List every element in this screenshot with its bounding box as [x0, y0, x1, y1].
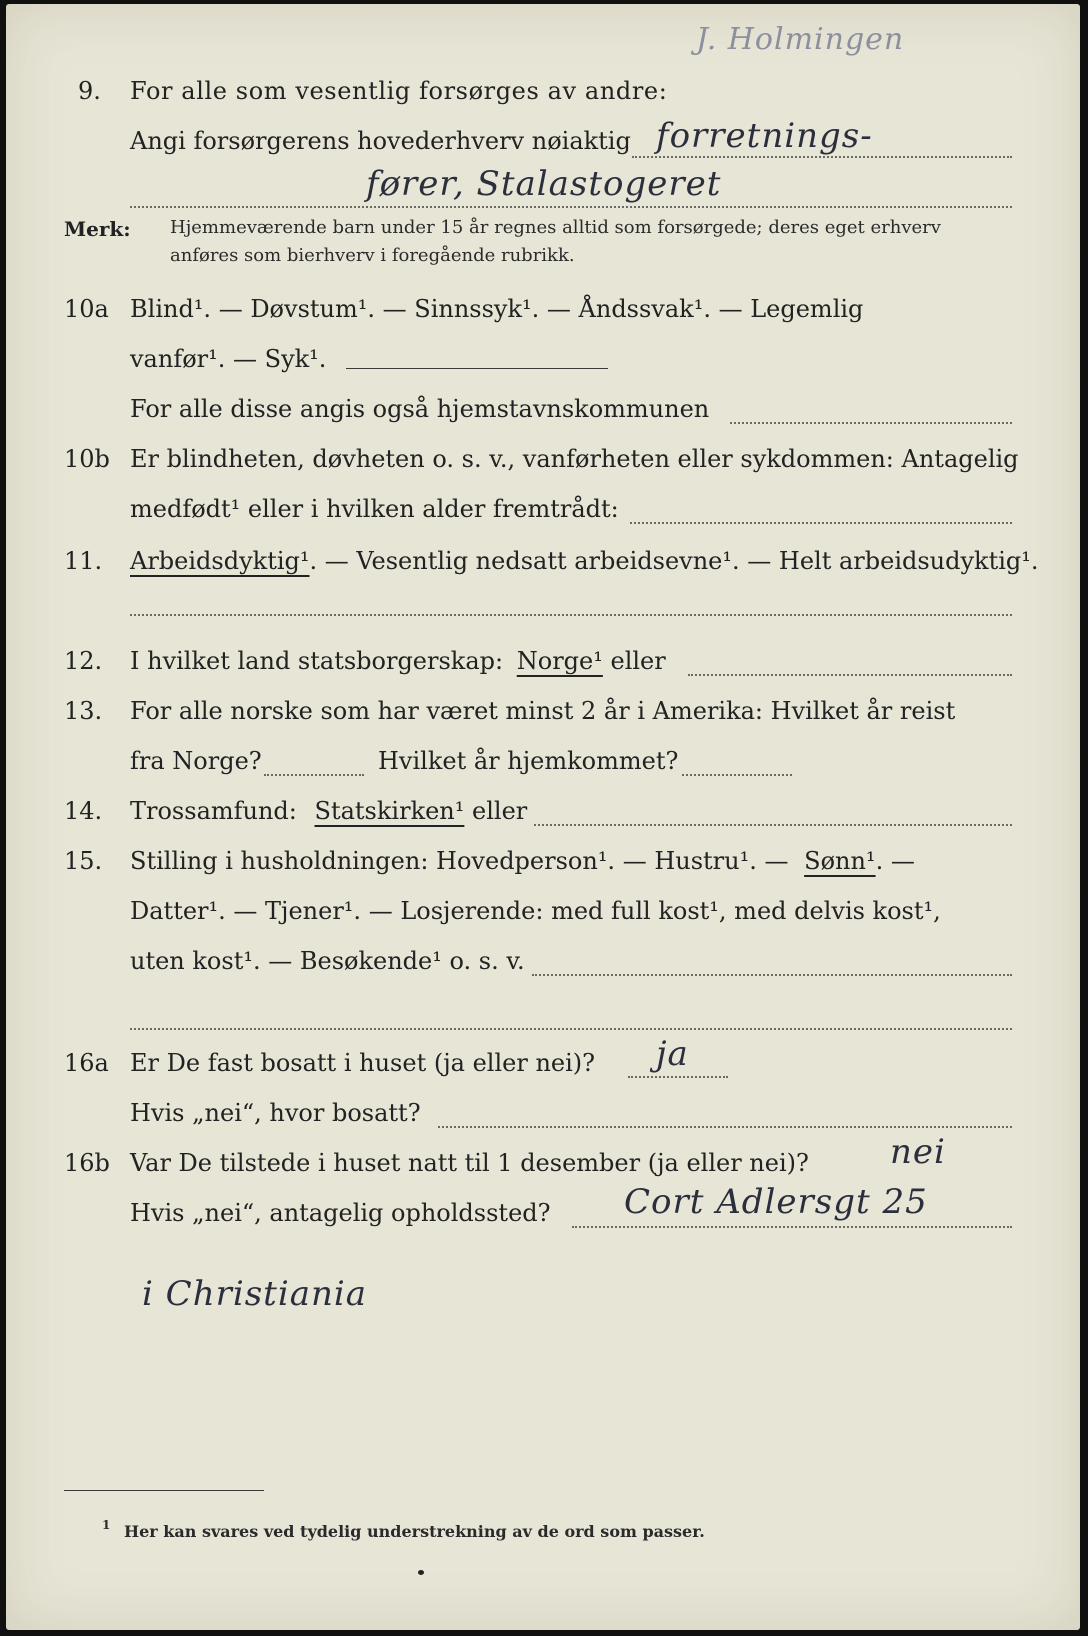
q14-statskirken-underlined: Statskirken¹ [314, 797, 465, 825]
q11-answer-line [130, 614, 1012, 616]
q11-arbeidsdyktig-underlined: Arbeidsdyktig¹ [130, 547, 310, 575]
q14-answer-line [534, 824, 1012, 826]
handwritten-answer-nei[interactable]: nei [890, 1132, 946, 1172]
q12-text [130, 646, 666, 676]
q16a-bosatt-line [438, 1126, 1012, 1128]
handwritten-answer-ja[interactable]: ja [656, 1034, 689, 1074]
paper-speck [418, 1570, 424, 1575]
q15-line2: Datter¹. — Tjener¹. — Losjerende: med full kost¹, med delvis kost¹, [130, 897, 941, 925]
q12-answer-line [688, 674, 1012, 676]
footnote-rule [64, 1490, 264, 1491]
footnote-mark: 1 [102, 1518, 111, 1532]
q14-pre: Trossamfund: [130, 797, 297, 825]
q15-line3: uten kost¹. — Besøkende¹ o. s. v. [130, 947, 525, 975]
q12-pre: I hvilket land statsborgerskap: [130, 647, 504, 675]
handwritten-place-1[interactable]: Cort Adlersgt 25 [624, 1182, 928, 1222]
q10a-answer-line [346, 368, 608, 369]
q13-line2a: fra Norge? [130, 747, 262, 775]
q15-sonn-underlined: Sønn¹ [804, 847, 876, 875]
q16a-line1: Er De fast bosatt i huset (ja eller nei)? [130, 1049, 596, 1077]
q10a-number: 10a [64, 295, 109, 323]
q15-answer-line1 [532, 974, 1012, 976]
q16b-opholdssted-line [572, 1226, 1012, 1228]
q14-text [130, 796, 527, 826]
footnote-text: Her kan svares ved tydelig understrekning av de ord som passer. [124, 1522, 705, 1541]
q12-norge-underlined: Norge¹ [516, 647, 603, 675]
merk-line2: anføres som bierhverv i foregående rubrikk. [170, 245, 575, 266]
q10b-line2: medfødt¹ eller i hvilken alder fremtrådt: [130, 495, 619, 523]
q16b-line2: Hvis „nei“, antagelig opholdssted? [130, 1199, 551, 1227]
q15-answer-line2 [130, 1028, 1012, 1030]
q13-line2b: Hvilket år hjemkommet? [378, 747, 679, 775]
handwritten-name-top: J. Holmingen [696, 22, 905, 57]
q16b-number: 16b [64, 1149, 110, 1177]
q13-reist-line [264, 774, 364, 776]
q16b-line1: Var De tilstede i huset natt til 1 desember (ja eller nei)? [130, 1149, 809, 1177]
handwritten-occupation-2[interactable]: fører, Stalastogeret [366, 164, 722, 204]
q16a-number: 16a [64, 1049, 109, 1077]
q10a-hjemstavn-line [730, 422, 1012, 424]
q14-post: eller [472, 797, 528, 825]
q10b-number: 10b [64, 445, 110, 473]
q15-number: 15. [64, 847, 103, 875]
q15-line1 [130, 846, 915, 876]
q10b-line1: Er blindheten, døvheten o. s. v., vanførheten eller sykdommen: Antagelig [130, 445, 1019, 473]
handwritten-place-2[interactable]: i Christiania [142, 1274, 368, 1314]
q12-post: eller [610, 647, 666, 675]
merk-line1: Hjemmeværende barn under 15 år regnes alltid som forsørgede; deres eget erhverv [170, 217, 941, 238]
q9-answer-line1 [632, 156, 1012, 158]
merk-label: Merk: [64, 217, 131, 241]
q10b-answer-line [630, 522, 1012, 524]
q10a-line2: vanfør¹. — Syk¹. [130, 345, 327, 373]
q13-hjemkommet-line [682, 774, 792, 776]
q14-number: 14. [64, 797, 103, 825]
q11-number: 11. [64, 547, 103, 575]
q11-text [130, 546, 1039, 576]
q12-number: 12. [64, 647, 103, 675]
q10a-line1: Blind¹. — Døvstum¹. — Sinnssyk¹. — Åndssvak¹. — Legemlig [130, 295, 864, 323]
q11-rest: . — Vesentlig nedsatt arbeidsevne¹. — Helt arbeidsudyktig¹. [309, 547, 1039, 575]
q9-line2: Angi forsørgerens hovederhverv nøiaktig [130, 127, 631, 155]
q13-line1: For alle norske som har været minst 2 år i Amerika: Hvilket år reist [130, 697, 956, 725]
q13-number: 13. [64, 697, 103, 725]
q15-line1b: . — [875, 847, 915, 875]
q10a-line3: For alle disse angis også hjemstavnskommunen [130, 395, 710, 423]
census-form-page [6, 4, 1080, 1630]
handwritten-occupation-1[interactable]: forretnings- [656, 116, 873, 156]
q16a-answer-line [628, 1076, 728, 1078]
q9-answer-line2 [130, 206, 1012, 208]
q9-line1: For alle som vesentlig forsørges av andre: [130, 77, 668, 105]
q9-number: 9. [78, 77, 101, 105]
q16a-line2: Hvis „nei“, hvor bosatt? [130, 1099, 421, 1127]
q15-line1a: Stilling i husholdningen: Hovedperson¹. — Hustru¹. — [130, 847, 789, 875]
